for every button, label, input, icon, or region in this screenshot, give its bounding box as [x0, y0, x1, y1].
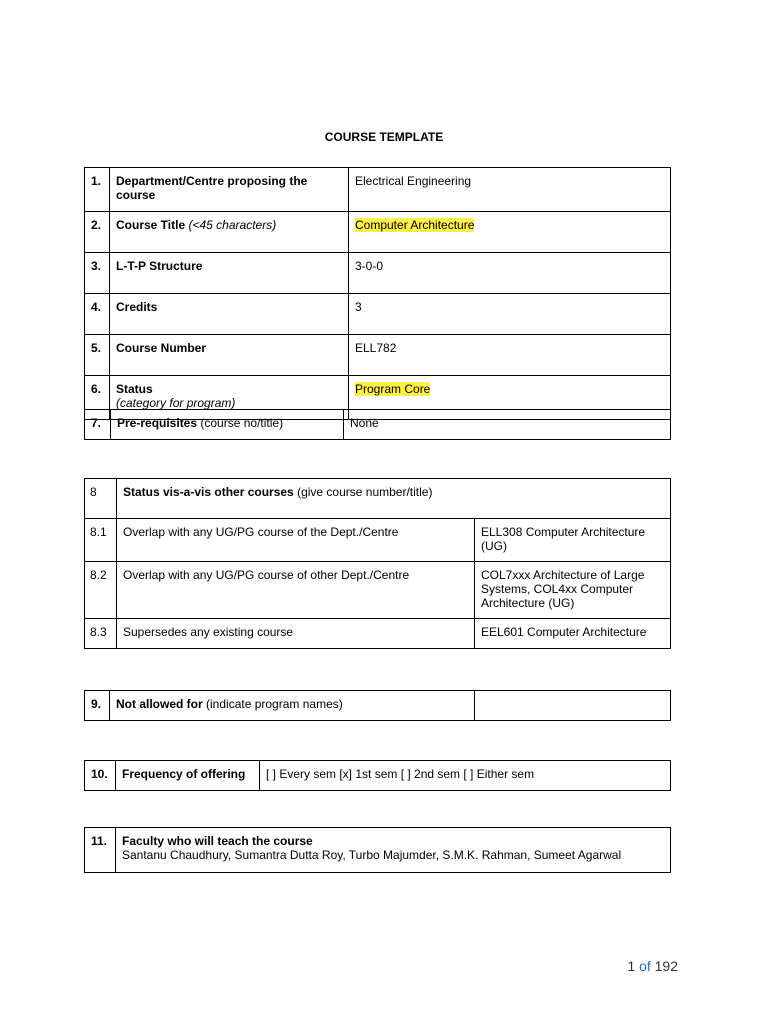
prerequisites-value: None	[344, 410, 671, 440]
row-value: ELL308 Computer Architecture (UG)	[475, 519, 671, 562]
row-label: Frequency of offering	[116, 761, 260, 791]
frequency-value: [ ] Every sem [x] 1st sem [ ] 2nd sem [ ] Either sem	[260, 761, 671, 791]
row-label: Department/Centre proposing the course	[110, 168, 349, 212]
course-title-cell	[349, 212, 671, 253]
row-label: Pre-requisites	[117, 416, 198, 430]
page-total: 192	[654, 958, 678, 974]
row-label: Supersedes any existing course	[117, 619, 475, 649]
row-label: Overlap with any UG/PG course of other Dept./Centre	[117, 562, 475, 619]
ltp-value: 3-0-0	[349, 253, 671, 294]
table-row	[85, 619, 671, 649]
row-label: Status	[116, 382, 153, 396]
row-number: 10.	[85, 761, 116, 791]
faculty-cell	[116, 828, 671, 873]
row-value: COL7xxx Architecture of Large Systems, COL4xx Computer Architecture (UG)	[475, 562, 671, 619]
row-number: 8.1	[85, 519, 117, 562]
status-value: Program Core	[355, 382, 431, 396]
row-number: 2.	[85, 212, 110, 253]
faculty-table	[84, 827, 671, 873]
not-allowed-table	[84, 690, 671, 721]
row-value: EEL601 Computer Architecture	[475, 619, 671, 649]
page-of: of	[639, 958, 651, 974]
prerequisites-table	[84, 409, 671, 440]
not-allowed-value	[475, 691, 671, 721]
table-row	[85, 212, 671, 253]
credits-value: 3	[349, 294, 671, 335]
row-label-note: (indicate program names)	[206, 697, 343, 711]
table-row	[85, 562, 671, 619]
row-label-cell	[117, 479, 671, 519]
faculty-value: Santanu Chaudhury, Sumantra Dutta Roy, Turbo Majumder, S.M.K. Rahman, Sumeet Agarwal	[122, 848, 622, 862]
row-label-note: (course no/title)	[200, 416, 284, 430]
page-counter	[627, 958, 678, 974]
row-label: L-T-P Structure	[110, 253, 349, 294]
page-current: 1	[627, 958, 636, 974]
row-label-cell	[111, 410, 344, 440]
row-label: Status vis-a-vis other courses	[123, 485, 294, 499]
row-number: 1.	[85, 168, 110, 212]
course-details-table	[84, 167, 671, 420]
document-title: COURSE TEMPLATE	[324, 130, 444, 144]
row-number: 6.	[85, 376, 110, 420]
table-row	[85, 519, 671, 562]
row-label: Overlap with any UG/PG course of the Dept./Centre	[117, 519, 475, 562]
table-row	[85, 761, 671, 791]
table-row	[85, 828, 671, 873]
table-row	[85, 691, 671, 721]
course-title-value: Computer Architecture	[355, 218, 475, 232]
row-number: 7.	[85, 410, 111, 440]
row-label: Not allowed for	[116, 697, 203, 711]
row-label: Course Number	[110, 335, 349, 376]
row-number: 5.	[85, 335, 110, 376]
row-label-cell	[110, 212, 349, 253]
row-number: 4.	[85, 294, 110, 335]
table-row	[85, 168, 671, 212]
row-number: 8	[85, 479, 117, 519]
department-value: Electrical Engineering	[349, 168, 671, 212]
frequency-table	[84, 760, 671, 791]
row-number: 9.	[85, 691, 110, 721]
table-header-row	[85, 479, 671, 519]
table-row	[85, 253, 671, 294]
table-row	[85, 335, 671, 376]
row-number: 8.3	[85, 619, 117, 649]
row-label-cell	[110, 691, 475, 721]
table-row	[85, 410, 671, 440]
row-number: 11.	[85, 828, 116, 873]
status-vis-a-vis-table	[84, 478, 671, 649]
row-number: 8.2	[85, 562, 117, 619]
row-label-note: (<45 characters)	[188, 218, 277, 232]
row-label-note: (category for program)	[116, 396, 236, 410]
row-label: Faculty who will teach the course	[122, 834, 313, 848]
row-label: Course Title	[116, 218, 186, 232]
row-label-note: (give course number/title)	[297, 485, 433, 499]
course-number-value: ELL782	[349, 335, 671, 376]
row-label: Credits	[110, 294, 349, 335]
table-row	[85, 294, 671, 335]
row-number: 3.	[85, 253, 110, 294]
